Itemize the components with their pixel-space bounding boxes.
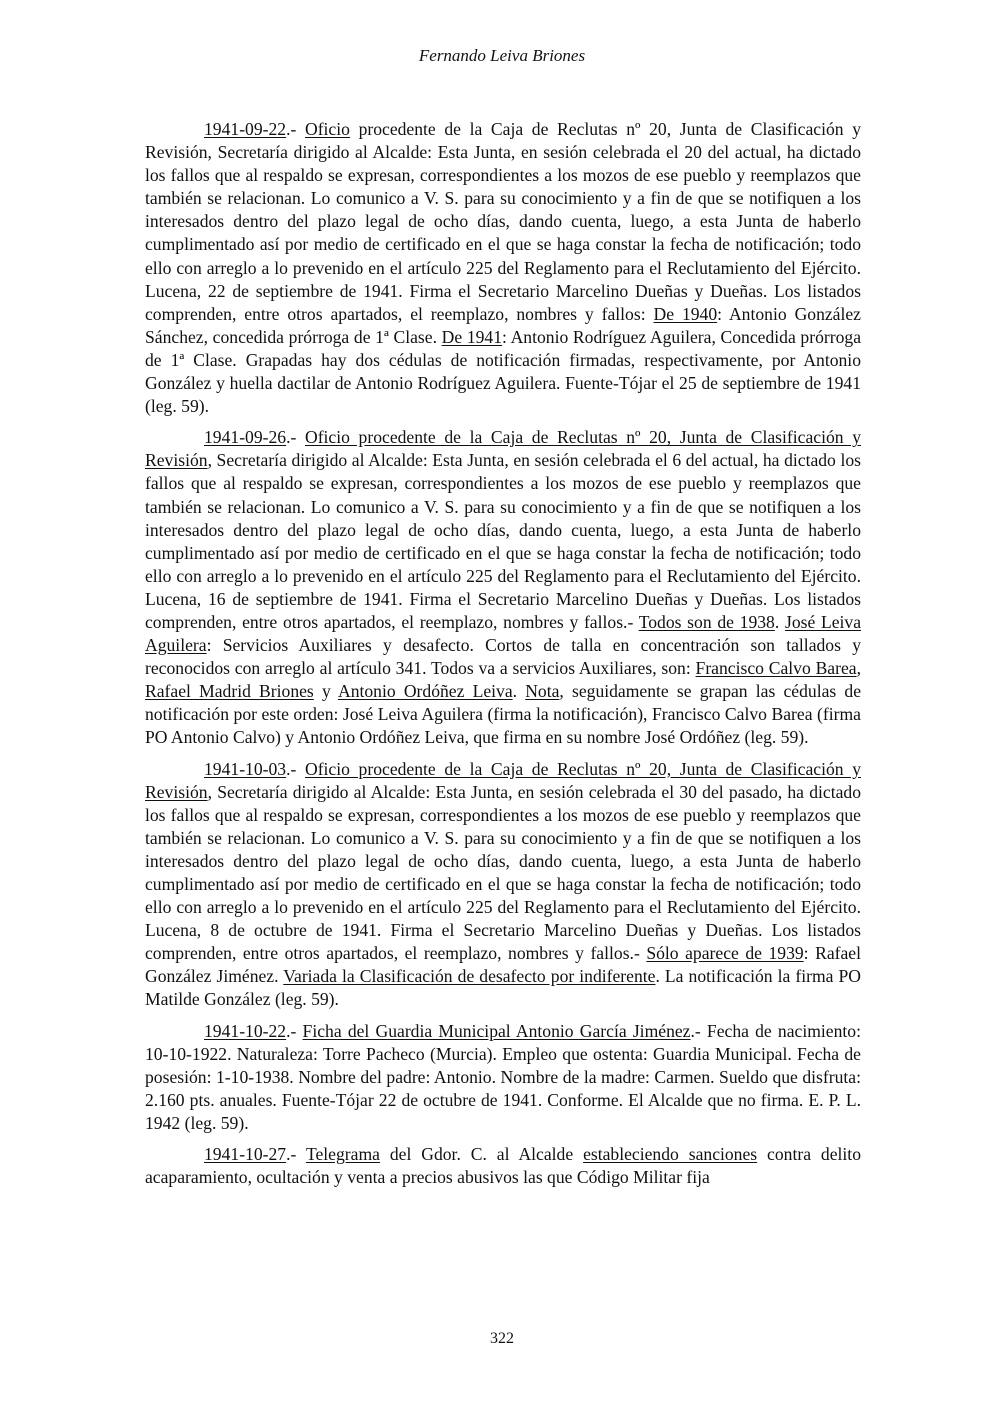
text-run: y <box>313 681 338 702</box>
text-run: : Rafael González Jiménez. <box>145 943 861 987</box>
text-run: . <box>512 681 526 702</box>
text-run: .- <box>286 1144 306 1165</box>
underlined-text: José Leiva Aguilera <box>145 611 862 656</box>
text-run: procedente de la Caja de Reclutas nº 20, Junta de Clasificación y Revisión, Secretaría dirigido al Alcalde: Esta Junta, en sesión celebrada el 20 del actual, ha dictado los fallos que al respaldo se expresan, correspondientes a los mozos de ese pueblo y reemplazos que también se relacionan. Lo comunico a V. S. para su conocimiento y a fin de que se notifiquen a los interesados dentro del plazo legal de ocho días, dando cuenta, luego, a esta Junta de haberlo cumplimentado así por medio de certificado en el que se haga constar la fecha de notificación; todo ello con arreglo a lo prevenido en el artículo 225 del Reglamento para el Reclutamiento del Ejército. Lucena, 22 de septiembre de 1941. Firma el Secretario Marcelino Dueñas y Dueñas. Los listados comprenden, entre otros apartados, el reemplazo, nombres y fallos: <box>145 119 861 324</box>
underlined-text: Ficha del Guardia Municipal Antonio García Jiménez <box>302 1020 691 1041</box>
underlined-text: Nota <box>525 681 560 702</box>
underlined-text: Francisco Calvo Barea <box>695 658 857 679</box>
underlined-text: Todos son de 1938 <box>638 611 775 632</box>
text-run: , seguidamente se grapan las cédulas de notificación por este orden: José Leiva Aguilera (firma la notificación), Francisco Calvo Barea (firma PO Antonio Calvo) y Antonio Ordóñez Leiva, que firma en su nombre José Ordóñez (leg. 59). <box>145 681 862 748</box>
text-run: del Gdor. C. al Alcalde <box>379 1144 584 1165</box>
underlined-text: Oficio procedente de la Caja de Reclutas nº 20, Junta de Clasificación y Revisión <box>145 427 861 471</box>
underlined-text: Antonio Ordóñez Leiva <box>337 681 513 702</box>
text-run: .- <box>286 758 305 779</box>
entry-paragraph <box>145 1143 861 1189</box>
underlined-text: Oficio <box>304 119 350 139</box>
underlined-text: Sólo aparece de 1939 <box>646 943 804 964</box>
text-run: : Antonio González Sánchez, concedida prórroga de 1ª Clase. <box>145 303 861 347</box>
text-run: . La notificación la firma PO Matilde González (leg. 59). <box>145 966 861 1010</box>
text-run: .- <box>286 427 305 448</box>
page-number: 322 <box>490 1330 514 1347</box>
underlined-text: Oficio procedente de la Caja de Reclutas nº 20, Junta de Clasificación y Revisión <box>145 758 861 802</box>
underlined-text: 1941-09-26 <box>204 427 287 448</box>
underlined-text: Telegrama <box>305 1144 380 1165</box>
entry-paragraph <box>145 426 861 749</box>
entry-paragraph <box>145 118 861 418</box>
running-header: Fernando Leiva Briones <box>418 46 586 65</box>
text-run: : Servicios Auxiliares y desafecto. Cortos de talla en concentración son tallados y reconocidos con arreglo al artículo 341. Todos va a servicios Auxiliares, son: <box>145 635 861 679</box>
underlined-text: 1941-10-03 <box>204 758 287 779</box>
underlined-text: De 1941 <box>441 326 503 347</box>
underlined-text: 1941-09-22 <box>204 119 287 139</box>
text-run: .- <box>286 1020 303 1041</box>
underlined-text: Rafael Madrid Briones <box>145 681 314 702</box>
underlined-text: Variada la Clasificación de desafecto por indiferente <box>283 966 656 987</box>
text-run: contra delito acaparamiento, ocultación y venta a precios abusivos las que Código Militar fija <box>145 1144 861 1188</box>
text-run: : Antonio Rodríguez Aguilera, Concedida prórroga de 1ª Clase. Grapadas hay dos cédulas de notificación firmadas, respectivamente, por Antonio González y huella dactilar de Antonio Rodríguez Aguilera. Fuente-Tójar el 25 de septiembre de 1941 (leg. 59). <box>145 326 862 417</box>
entry-paragraph <box>145 1020 861 1135</box>
text-run: , Secretaría dirigido al Alcalde: Esta Junta, en sesión celebrada el 6 del actual, ha dictado los fallos que al respaldo se expresan, correspondientes a los mozos de ese pueblo y reemplazos que también se relacionan. Lo comunico a V. S. para su conocimiento y a fin de que se notifiquen a los interesados dentro del plazo legal de ocho días, dando cuenta, luego, a esta Junta de haberlo cumplimentado así por medio de certificado en el que se haga constar la fecha de notificación; todo ello con arreglo a lo prevenido en el artículo 225 del Reglamento para el Reclutamiento del Ejército. Lucena, 16 de septiembre de 1941. Firma el Secretario Marcelino Dueñas y Dueñas. Los listados comprenden, entre otros apartados, el reemplazo, nombres y fallos.- <box>145 450 861 632</box>
text-run: .- Fecha de nacimiento: 10-10-1922. Naturaleza: Torre Pacheco (Murcia). Empleo que ostenta: Guardia Municipal. Fecha de posesión: 1-10-1938. Nombre del padre: Antonio. Nombre de la madre: Carmen. Sueldo que disfruta: 2.160 pts. anuales. Fuente-Tójar 22 de octubre de 1941. Conforme. El Alcalde que no firma. E. P. L. 1942 (leg. 59). <box>145 1020 861 1133</box>
text-run: , Secretaría dirigido al Alcalde: Esta Junta, en sesión celebrada el 30 del pasado, ha dictado los fallos que al respaldo se expresan, correspondientes a los mozos de ese pueblo y reemplazos que también se relacionan. Lo comunico a V. S. para su conocimiento y a fin de que se notifiquen a los interesados dentro del plazo legal de ocho días, dando cuenta, luego, a esta Junta de haberlo cumplimentado así por medio de certificado en el que se haga constar la fecha de notificación; todo ello con arreglo a lo prevenido en el artículo 225 del Reglamento para el Reclutamiento del Ejército. Lucena, 8 de octubre de 1941. Firma el Secretario Marcelino Dueñas y Dueñas. Los listados comprenden, entre otros apartados, el reemplazo, nombres y fallos.- <box>145 781 861 964</box>
entry-paragraph <box>145 758 861 1012</box>
underlined-text: estableciendo sanciones <box>583 1144 758 1165</box>
underlined-text: De 1940 <box>653 303 718 324</box>
text-run: . <box>774 611 785 632</box>
body-text <box>145 118 861 1197</box>
text-run: .- <box>286 119 305 139</box>
text-run: , <box>856 658 861 679</box>
underlined-text: 1941-10-27 <box>204 1144 287 1165</box>
underlined-text: 1941-10-22 <box>204 1020 287 1041</box>
